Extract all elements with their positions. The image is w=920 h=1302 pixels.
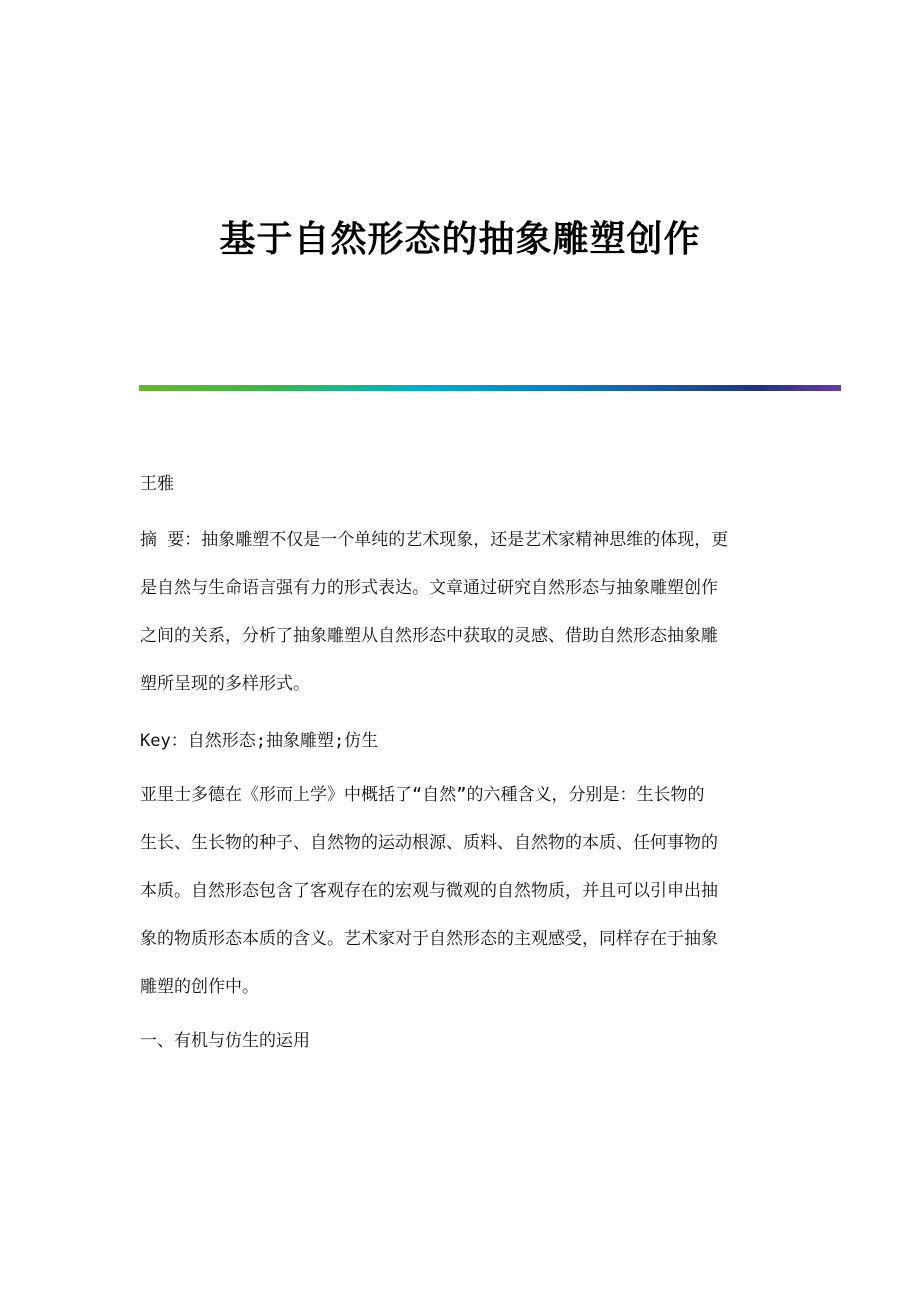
paragraph-line: 象的物质形态本质的含义。艺术家对于自然形态的主观感受，同样存在于抽象 (140, 929, 718, 949)
paragraph-line: 本质。自然形态包含了客观存在的宏观与微观的自然物质，并且可以引申出抽 (140, 881, 718, 901)
paragraph-line: 雕塑的创作中。 (140, 977, 259, 997)
body-paragraph (140, 771, 780, 1011)
paragraph-line: 亚里士多德在《形而上学》中概括了“自然”的六種含义，分别是：生长物的 (140, 785, 705, 805)
paragraph-line: 生长、生长物的种子、自然物的运动根源、质料、自然物的本质、任何事物的 (140, 833, 718, 853)
abstract-line: 是自然与生命语言强有力的形式表达。文章通过研究自然形态与抽象雕塑创作 (140, 578, 718, 598)
abstract-line: 之间的关系，分析了抽象雕塑从自然形态中获取的灵感、借助自然形态抽象雕 (140, 626, 718, 646)
author-name: 王雅 (140, 474, 174, 494)
document-title: 基于自然形态的抽象雕塑创作 (219, 219, 701, 260)
abstract-line: 摘 要：抽象雕塑不仅是一个单纯的艺术现象，还是艺术家精神思维的体现，更 (140, 530, 729, 550)
keywords: Key：自然形态;抽象雕塑;仿生 (140, 731, 379, 751)
abstract (140, 516, 780, 708)
section-heading: 一、有机与仿生的运用 (140, 1031, 310, 1051)
abstract-line: 塑所呈现的多样形式。 (140, 674, 310, 694)
gradient-divider (139, 385, 841, 391)
